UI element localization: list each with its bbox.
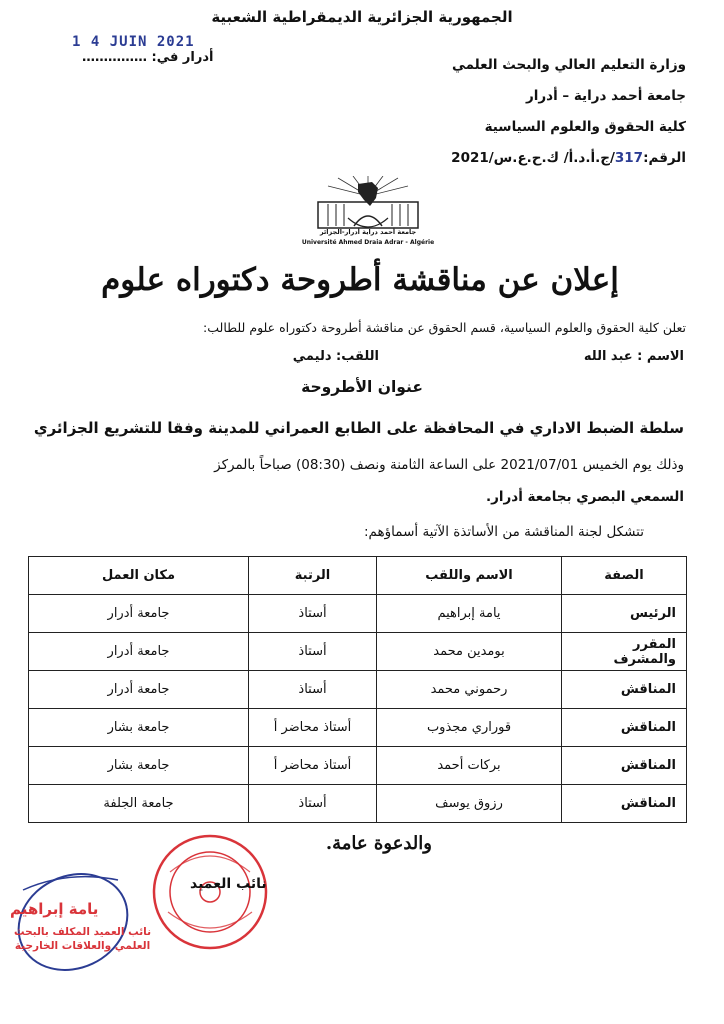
table-row [29,633,687,671]
invitation-text: والدعوة عامة. [325,833,432,854]
member-rank: أستاذ [249,785,377,823]
member-rank: أستاذ محاضر أ [249,747,377,785]
table-row [29,671,687,709]
member-role: المناقش [562,747,687,785]
header-name: الاسم واللقب [377,557,562,595]
ref-suffix: /ج.أ.د.أ/ ك.ح.ع.س/2021 [451,150,615,166]
signatory-title [14,925,151,953]
signatory-title-line: العلمي والعلاقات الخارجية [14,940,151,952]
committee-intro: تتشكل لجنة المناقشة من الأساتذة الآتية أسماؤهم: [364,524,644,540]
faculty-name: كلية الحقوق والعلوم السياسية [484,119,686,135]
student-surname: اللقب: دليمي [292,349,379,364]
header-workplace: مكان العمل [29,557,249,595]
member-rank: أستاذ محاضر أ [249,709,377,747]
member-workplace: جامعة بشار [29,747,249,785]
table-row [29,595,687,633]
date-stamp: 1 4 JUIN 2021 [72,34,195,50]
table-row [29,709,687,747]
member-role: الرئيس [562,595,687,633]
member-role: المناقش [562,709,687,747]
student-name: الاسم : عبد الله [583,349,684,364]
member-workplace: جامعة أدرار [29,633,249,671]
republic-heading: الجمهورية الجزائرية الديمقراطية الشعبية [211,8,513,26]
table-header-row [29,557,687,595]
member-rank: أستاذ [249,671,377,709]
member-name: رحموني محمد [377,671,562,709]
thesis-title: سلطة الضبط الاداري في المحافظة على الطابع العمراني للمدينة وفقا للتشريع الجزائري [33,419,684,437]
defense-location: السمعي البصري بجامعة أدرار. [485,489,684,505]
member-name: يامة إبراهيم [377,595,562,633]
place-date-line: أدرار في: …………… [82,50,214,65]
signatory-name: يامة إبراهيم [10,900,99,918]
logo-name-arabic: جامعة أحمد دراية أدرار-الجزائر [319,228,417,236]
header-role: الصفة [562,557,687,595]
header-rank: الرتبة [249,557,377,595]
member-workplace: جامعة أدرار [29,595,249,633]
thesis-label: عنوان الأطروحة [301,378,423,396]
official-round-stamp [150,832,270,952]
signature-mark [8,860,138,980]
member-role: المقرر والمشرف [562,633,687,671]
table-row [29,747,687,785]
member-role: المناقش [562,785,687,823]
member-workplace: جامعة أدرار [29,671,249,709]
member-name: بومدين محمد [377,633,562,671]
ref-number: 317 [614,150,644,166]
logo-name-french: Université Ahmed Draia Adrar - Algérie [301,239,435,246]
table-row [29,785,687,823]
announcement-title: إعلان عن مناقشة أطروحة دكتوراه علوم [101,262,619,298]
member-workplace: جامعة الجلفة [29,785,249,823]
announcement-intro: تعلن كلية الحقوق والعلوم السياسية، قسم الحقوق عن مناقشة أطروحة دكتوراه علوم للطالب: [203,320,686,335]
signatory-title-line: نائب العميد المكلف بالبحث [14,926,152,938]
member-workplace: جامعة بشار [29,709,249,747]
member-name: قوراري مجذوب [377,709,562,747]
member-rank: أستاذ [249,633,377,671]
member-role: المناقش [562,671,687,709]
defense-details: وذلك يوم الخميس 2021/07/01 على الساعة الثامنة ونصف (08:30) صباحاً بالمركز [214,457,684,473]
institution-block [451,50,686,174]
dean-title: نائب العميد [190,876,267,892]
member-name: بركات أحمد [377,747,562,785]
member-name: رزوق يوسف [377,785,562,823]
ref-prefix: الرقم: [643,150,686,166]
committee-table [28,556,687,823]
reference-number [451,143,686,174]
ministry-name: وزارة التعليم العالي والبحث العلمي [451,57,686,73]
university-name: جامعة أحمد دراية – أدرار [525,88,686,104]
member-rank: أستاذ [249,595,377,633]
